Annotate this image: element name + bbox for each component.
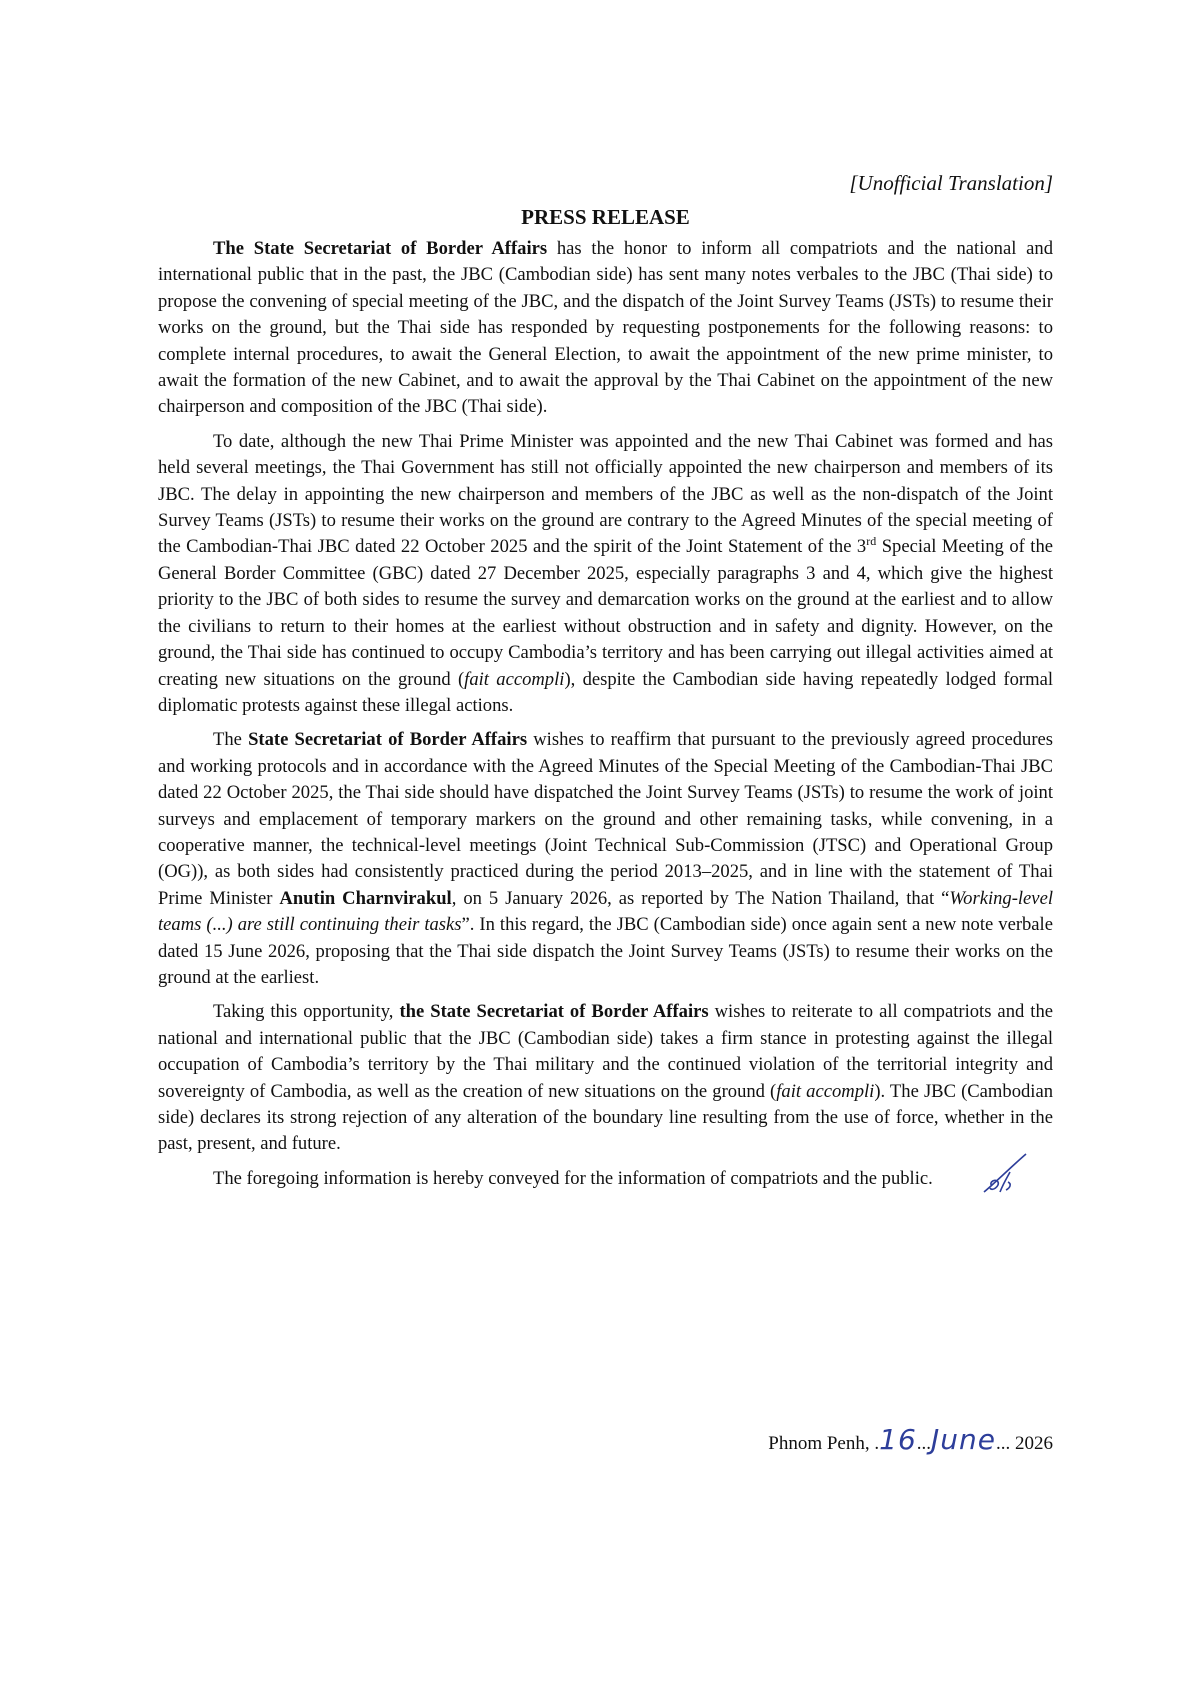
bold-prime-minister-name: Anutin Charnvirakul (279, 887, 452, 909)
paragraph-2-part3: ), despite the Cambodian side having repeatedly lodged formal diplomatic protests against these illegal actions. (158, 668, 1053, 716)
handwritten-month: June (931, 1423, 996, 1456)
paragraph-2-part2: Special Meeting of the General Border Committee (GBC) dated 27 December 2025, especially paragraphs 3 and 4, which give the highest priority to the JBC of both sides to resume the survey and demarcation works on the ground at the earliest and to allow the civilians to return to their homes at the earliest without obstruction and in safety and dignity. However, on the ground, the Thai side has continued to occupy Cambodia’s territory and has been carrying out illegal activities aimed at creating new situations on the ground ( (158, 536, 1053, 690)
paragraph-3 (158, 727, 1053, 991)
handwritten-initials-icon (927, 1152, 1028, 1206)
italic-quote: Working-level teams (...) are still continuing their tasks (158, 887, 1053, 936)
ordinal-suffix: rd (866, 534, 877, 549)
paragraph-3-part4: ”. In this regard, the JBC (Cambodian side) once again sent a new note verbale dated 15 June 2026, proposing that the Thai side dispatch the Joint Survey Teams (JSTs) to resume their works on the ground at the earliest. (158, 914, 1053, 988)
page-title: PRESS RELEASE (521, 205, 690, 229)
dots-b: ... (916, 1433, 932, 1454)
paragraph-3-part3: , on 5 January 2026, as reported by The Nation Thailand, that “ (451, 887, 950, 909)
bold-secretariat-2: State Secretariat of Border Affairs (248, 729, 528, 751)
unofficial-translation-note: [Unofficial Translation] (849, 171, 1053, 195)
dots-a: . (874, 1433, 880, 1454)
date-line (158, 1425, 1053, 1459)
bold-lead-1: The State Secretariat of Border Affairs (213, 238, 548, 259)
paragraph-5-text: The foregoing information is hereby conveyed for the information of compatriots and the public. (213, 1167, 933, 1189)
paragraph-5 (158, 1166, 1053, 1192)
paragraph-4-part1: Taking this opportunity, (213, 1001, 400, 1023)
italic-fait-accompli-1: fait accompli (464, 668, 565, 690)
paragraph-4-part3: ). The JBC (Cambodian side) declares its strong rejection of any alteration of the boundary line resulting from the use of force, whether in the past, present, and future. (158, 1080, 1054, 1155)
paragraph-1-text: has the honor to inform all compatriots and the national and international public that in the past, the JBC (Cambodian side) has sent many notes verbales to the JBC (Thai side) to propose the convening of special meeting of the JBC, and the dispatch of the Joint Survey Teams (JSTs) to resume their works on the ground, but the Thai side has responded by requesting postponements for the following reasons: to complete internal procedures, to await the General Election, to await the appointment of the new prime minister, to await the formation of the new Cabinet, and to await the approval by the Thai Cabinet on the appointment of the new chairperson and composition of the JBC (Thai side). (158, 238, 1053, 418)
italic-fait-accompli-2: fait accompli (776, 1080, 875, 1102)
paragraph-4-part2: wishes to reiterate to all compatriots and the national and international public that the JBC (Cambodian side) takes a firm stance in protesting against the illegal occupation of Cambodia’s territory by the Thai military and the continued violation of the territorial integrity and sovereignty of Cambodia, as well as the creation of new situations on the ground ( (158, 1001, 1053, 1102)
paragraph-3-part1: The (213, 729, 249, 751)
bold-secretariat-3: the State Secretariat of Border Affairs (399, 1001, 709, 1023)
paragraph-2-part1: To date, although the new Thai Prime Minister was appointed and the new Thai Cabinet was formed and has held several meetings, the Thai Government has still not officially appointed the new chairperson and members of its JBC. The delay in appointing the new chairperson and members of the JBC as well as the non-dispatch of the Joint Survey Teams (JSTs) to resume their works on the ground are contrary to the Agreed Minutes of the special meeting of the Cambodian-Thai JBC dated 22 October 2025 and the spirit of the Joint Statement of the 3 (158, 430, 1053, 558)
date-year: 2026 (1015, 1433, 1053, 1454)
paragraph-1 (158, 236, 1053, 421)
document-body (158, 170, 1053, 1200)
paragraph-2 (158, 429, 1053, 719)
handwritten-day: 16 (879, 1423, 917, 1456)
paragraph-4 (158, 999, 1053, 1157)
place-label: Phnom Penh, (768, 1433, 875, 1454)
dots-c: ... (996, 1433, 1011, 1454)
paragraph-3-part2: wishes to reaffirm that pursuant to the previously agreed procedures and working protocols and in accordance with the Agreed Minutes of the Special Meeting of the Cambodian-Thai JBC dated 22 October 2025, the Thai side should have dispatched the Joint Survey Teams (JSTs) to resume the work of joint surveys and emplacement of temporary markers on the ground and other remaining tasks, while convening, in a cooperative manner, the technical-level meetings (Joint Technical Sub-Commission (JTSC) and Operational Group (OG)), as both sides had consistently practiced during the period 2013–2025, and in line with the statement of Thai Prime Minister (158, 729, 1054, 909)
